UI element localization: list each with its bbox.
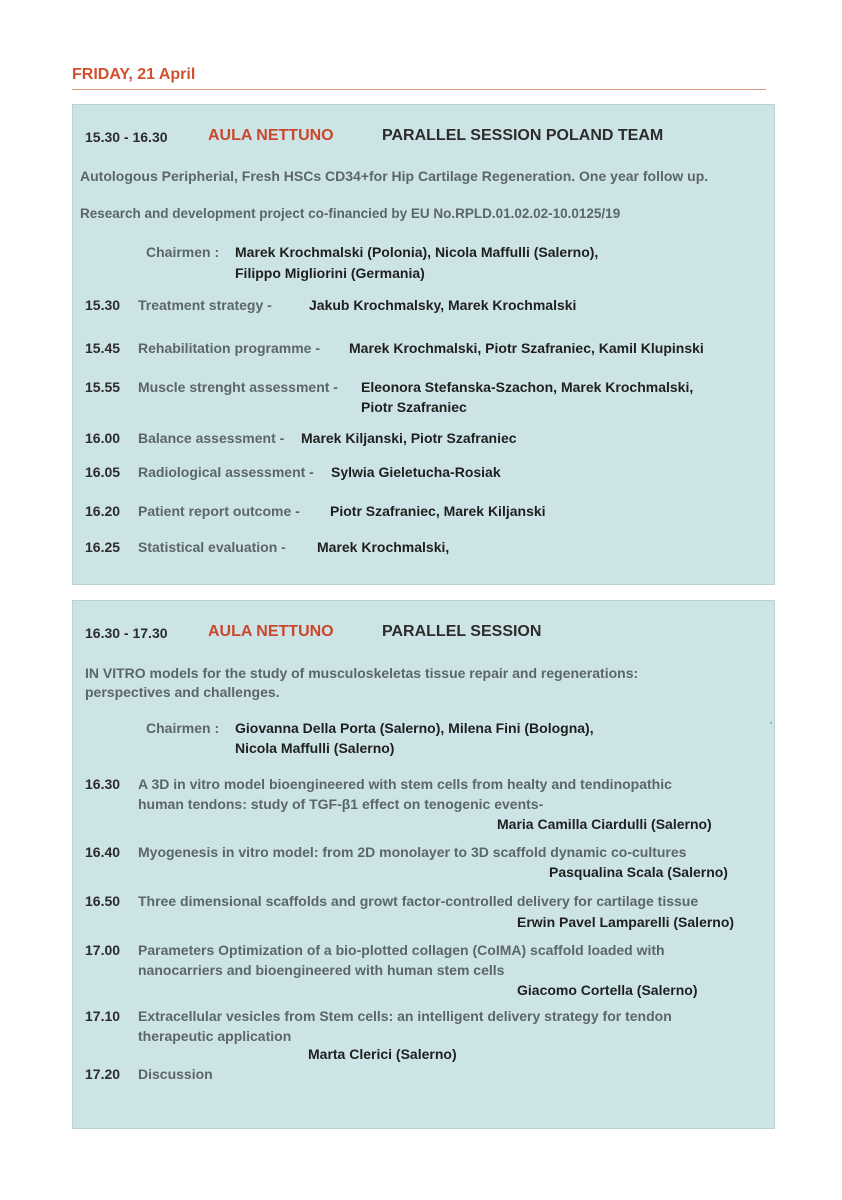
session-1-panel [72, 104, 775, 585]
item-time: 15.45 [85, 340, 121, 356]
item-time: 16.25 [85, 539, 121, 555]
talk-speaker: Marta Clerici (Salerno) [308, 1046, 457, 1062]
item-title: Muscle strenght assessment - [138, 379, 338, 395]
talk-title: Myogenesis in vitro model: from 2D monolayer to 3D scaffold dynamic co-cultures [138, 844, 687, 860]
talk-time: 17.20 [85, 1066, 121, 1082]
talk-title-cont: nanocarriers and bioengineered with human stem cells [138, 962, 505, 978]
session-1-chairmen-cont: Filippo Migliorini (Germania) [235, 265, 425, 281]
talk-time: 17.00 [85, 942, 121, 958]
item-title: Treatment strategy - [138, 297, 272, 313]
talk-title: Discussion [138, 1066, 213, 1082]
talk-time: 16.50 [85, 893, 121, 909]
item-time: 15.55 [85, 379, 121, 395]
session-2-room: AULA NETTUNO [208, 623, 334, 640]
session-2-subtitle-cont: perspectives and challenges. [85, 684, 280, 700]
talk-time: 16.30 [85, 776, 121, 792]
item-speakers-cont: Piotr Szafraniec [361, 399, 467, 415]
item-time: 16.05 [85, 464, 121, 480]
session-2-chairmen-label: Chairmen : [146, 720, 220, 736]
talk-title-cont: therapeutic application [138, 1028, 292, 1044]
session-1-funding: Research and development project co-financied by EU No.RPLD.01.02.02-10.0125/19 [80, 206, 621, 221]
item-speakers: Jakub Krochmalsky, Marek Krochmalski [309, 297, 577, 313]
talk-title: Three dimensional scaffolds and growt factor-controlled delivery for cartilage tissue [138, 893, 699, 909]
item-title: Rehabilitation programme - [138, 340, 321, 356]
item-time: 16.00 [85, 430, 121, 446]
item-speakers: Marek Krochmalski, [317, 539, 450, 555]
talk-time: 17.10 [85, 1008, 121, 1024]
session-2-chairmen: Giovanna Della Porta (Salerno), Milena Fini (Bologna), [235, 720, 594, 736]
item-title: Radiological assessment - [138, 464, 314, 480]
talk-speaker: Erwin Pavel Lamparelli (Salerno) [517, 914, 735, 930]
item-time: 15.30 [85, 297, 121, 313]
talk-time: 16.40 [85, 844, 121, 860]
item-speakers: Marek Kiljanski, Piotr Szafraniec [301, 430, 517, 446]
item-time: 16.20 [85, 503, 121, 519]
session-2-time: 16.30 - 17.30 [85, 625, 168, 641]
item-speakers: Sylwia Gieletucha-Rosiak [331, 464, 501, 480]
stray-dot [770, 722, 772, 724]
session-2-title: PARALLEL SESSION [382, 623, 542, 640]
session-1-chairmen-label: Chairmen : [146, 244, 220, 260]
item-speakers: Piotr Szafraniec, Marek Kiljanski [330, 503, 546, 519]
session-2-chairmen-cont: Nicola Maffulli (Salerno) [235, 740, 395, 756]
session-2-panel [72, 600, 775, 1129]
item-title: Balance assessment - [138, 430, 285, 446]
talk-speaker: Pasqualina Scala (Salerno) [549, 864, 728, 880]
talk-title: A 3D in vitro model bioengineered with stem cells from healty and tendinopathic [138, 776, 672, 792]
item-title: Patient report outcome - [138, 503, 300, 519]
talk-title: Parameters Optimization of a bio-plotted collagen (CoIMA) scaffold loaded with [138, 942, 665, 958]
session-2-subtitle: IN VITRO models for the study of musculoskeletas tissue repair and regenerations: [85, 665, 639, 681]
session-1-room: AULA NETTUNO [208, 127, 334, 144]
item-speakers: Eleonora Stefanska-Szachon, Marek Krochmalski, [361, 379, 694, 395]
day-title: FRIDAY, 21 April [72, 66, 196, 83]
item-title: Statistical evaluation - [138, 539, 286, 555]
session-1-time: 15.30 - 16.30 [85, 129, 168, 145]
talk-title: Extracellular vesicles from Stem cells: an intelligent delivery strategy for tendon [138, 1008, 672, 1024]
session-1-title: PARALLEL SESSION POLAND TEAM [382, 127, 664, 144]
talk-speaker: Giacomo Cortella (Salerno) [517, 982, 698, 998]
session-1-subtitle: Autologous Peripherial, Fresh HSCs CD34+for Hip Cartilage Regeneration. One year follow up. [80, 168, 709, 184]
session-1-chairmen: Marek Krochmalski (Polonia), Nicola Maffulli (Salerno), [235, 244, 599, 260]
talk-title-cont: human tendons: study of TGF-β1 effect on tenogenic events- [138, 796, 544, 812]
talk-speaker: Maria Camilla Ciardulli (Salerno) [497, 816, 712, 832]
day-divider [72, 89, 766, 90]
item-speakers: Marek Krochmalski, Piotr Szafraniec, Kamil Klupinski [349, 340, 704, 356]
